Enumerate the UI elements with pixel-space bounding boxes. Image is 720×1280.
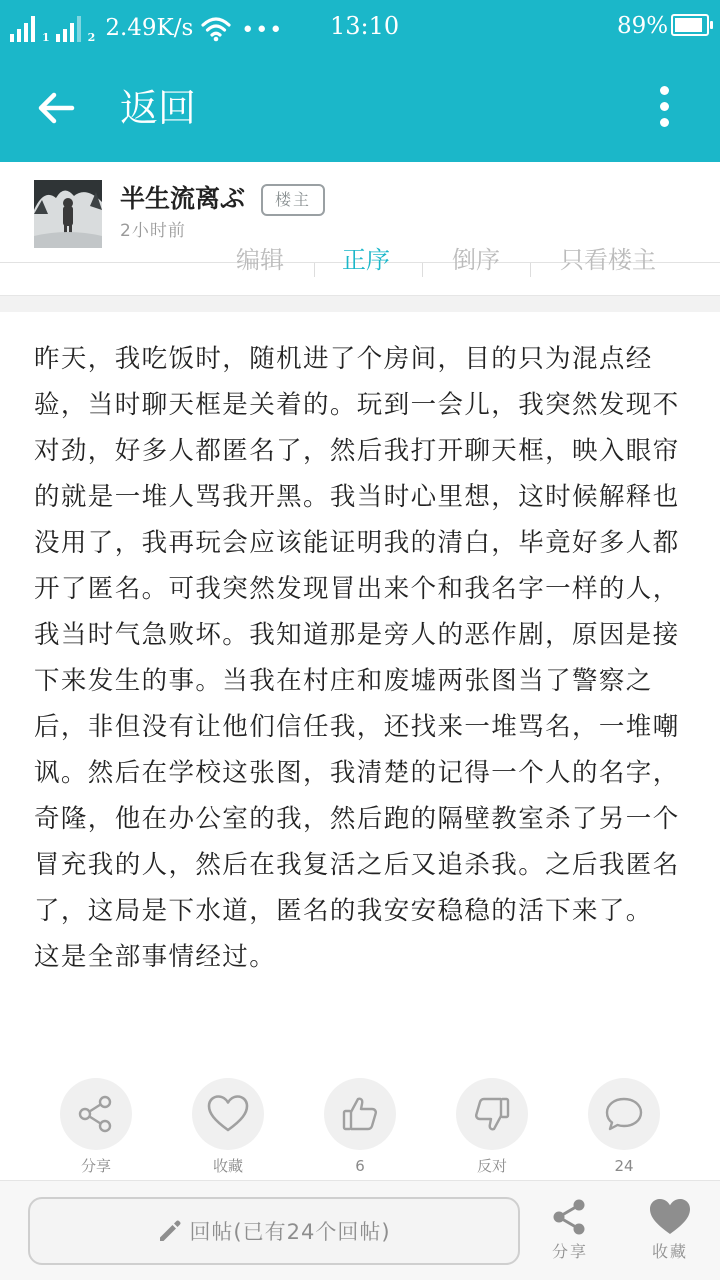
tab-descending[interactable]: 倒序 bbox=[452, 246, 500, 274]
signal-icon-sim2 bbox=[56, 14, 84, 42]
pencil-icon bbox=[157, 1218, 183, 1244]
tab-divider bbox=[530, 263, 531, 277]
status-bar bbox=[0, 0, 720, 52]
oppose-label: 反对 bbox=[476, 1157, 507, 1175]
author-name[interactable]: 半生流离ぶ bbox=[120, 184, 246, 213]
share-action-button[interactable] bbox=[46, 1078, 146, 1176]
back-button[interactable]: 返回 bbox=[120, 86, 197, 130]
owner-badge: 楼主 bbox=[261, 184, 325, 216]
action-row bbox=[0, 1078, 720, 1178]
like-count: 6 bbox=[355, 1157, 365, 1175]
reply-placeholder: 回帖(已有24个回帖) bbox=[189, 1220, 391, 1244]
battery-percent: 89% bbox=[617, 13, 669, 39]
like-action-button[interactable] bbox=[310, 1078, 410, 1176]
tab-ascending[interactable]: 正序 bbox=[342, 246, 390, 274]
thumbs-down-icon bbox=[472, 1094, 512, 1134]
tab-edit[interactable]: 编辑 bbox=[236, 246, 284, 274]
bottom-bar bbox=[0, 1180, 720, 1280]
clock: 13:10 bbox=[330, 12, 400, 40]
post-time: 2小时前 bbox=[120, 221, 186, 241]
bottom-favorite-button[interactable] bbox=[630, 1197, 710, 1263]
comment-icon bbox=[603, 1094, 645, 1134]
bottom-share-label: 分享 bbox=[551, 1242, 588, 1261]
sim2-label: 2 bbox=[87, 31, 96, 44]
bottom-share-button[interactable] bbox=[530, 1197, 610, 1263]
post-body: 昨天，我吃饭时，随机进了个房间，目的只为混点经验，当时聊天框是关着的。玩到一会儿，我突然发现不对劲，好多人都匿名了，然后我打开聊天框，映入眼帘的就是一堆人骂我开黑。我当时心里想，这时候解释也没用了，我再玩会应该能证明我的清白，毕竟好多人都开了匿名。可我突然发现冒出来个和我名字一样的人，我当时气急败坏。我知道那是旁人的恶作剧，原因是接下来发生的事。当我在村庄和废墟两张图当了警察之后，非但没有让他们信任我，还找来一堆骂名，一堆嘲讽。然后在学校这张图，我清楚的记得一个人的名字，奇隆，他在办公室的我，然后跑的隔壁教室杀了另一个冒充我的人，然后在我复活之后又追杀我。之后我匿名了，这局是下水道，匿名的我安安稳稳的活下来了。 这是全部事情经过。 bbox=[34, 344, 680, 972]
wifi-icon bbox=[201, 16, 231, 42]
favorite-action-button[interactable] bbox=[178, 1078, 278, 1176]
oppose-action-button[interactable] bbox=[442, 1078, 542, 1176]
battery-icon bbox=[671, 14, 709, 36]
app-bar bbox=[0, 52, 720, 162]
tab-divider bbox=[314, 263, 315, 277]
tab-strip bbox=[0, 246, 720, 296]
avatar[interactable] bbox=[34, 180, 102, 248]
reply-input[interactable] bbox=[28, 1197, 520, 1265]
favorite-label: 收藏 bbox=[212, 1157, 243, 1175]
network-speed: 2.49K/s bbox=[105, 15, 194, 41]
tab-divider bbox=[422, 263, 423, 277]
tab-only-owner[interactable]: 只看楼主 bbox=[560, 246, 656, 274]
arrow-left-icon[interactable] bbox=[30, 82, 82, 134]
status-left bbox=[10, 10, 283, 42]
comment-count: 24 bbox=[614, 1157, 634, 1175]
bottom-favorite-label: 收藏 bbox=[651, 1242, 688, 1261]
overflow-dots-icon: ••• bbox=[241, 18, 284, 43]
heart-icon bbox=[206, 1094, 250, 1134]
more-vertical-icon[interactable] bbox=[648, 86, 680, 130]
section-gap bbox=[0, 296, 720, 312]
heart-icon bbox=[648, 1197, 692, 1237]
thumbs-up-icon bbox=[340, 1094, 380, 1134]
share-icon bbox=[550, 1197, 590, 1237]
top-header bbox=[0, 0, 720, 162]
sim1-label: 1 bbox=[42, 31, 50, 44]
share-label: 分享 bbox=[80, 1157, 111, 1175]
signal-icon-sim1 bbox=[10, 14, 38, 42]
comment-action-button[interactable] bbox=[574, 1078, 674, 1176]
share-icon bbox=[76, 1094, 116, 1134]
